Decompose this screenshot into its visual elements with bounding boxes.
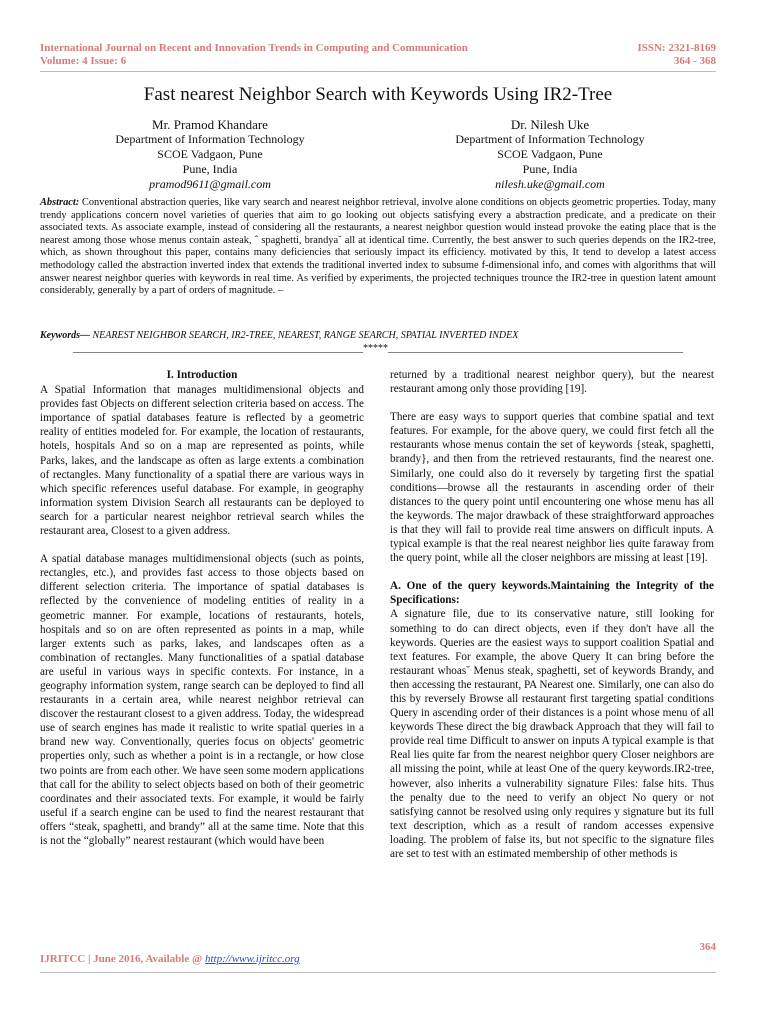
subsection-heading: A. One of the query keywords.Maintaining the Integrity of the Specifications: <box>390 580 714 607</box>
page-footer <box>40 953 300 965</box>
footer-rule <box>40 972 716 973</box>
author-1 <box>60 117 360 192</box>
author-dept: Department of Information Technology <box>115 132 305 146</box>
author-name: Mr. Pramod Khandare <box>152 117 268 132</box>
paragraph: A Spatial Information that manages multidimensional objects and provides fast Objects on different selection criteria based on access. The importance of spatial databases feature is reflected by a geometric reality of entities modeled for. For example, the location of restaurants, hotels, hospitals And so on a map are represented as points, while Parks, lakes, and the landscape as often as large extents a combination of rectangles. Many functionality of a spatial there are various ways in which specific references useful database. For example, in geography information system Division Search all restaurants can be deployed to search for a particular nearest neighbor retrieval search whiles the restaurant area, Closest to a given address. <box>40 384 364 538</box>
author-org: SCOE Vadgaon, Pune <box>157 147 263 161</box>
paragraph: There are easy ways to support queries that combine spatial and text features. For example, for the above query, we could first fetch all the restaurants whose menus contain the set of keywords {steak, spaghetti, brandy}, and then from the retrieved restaurants, find the nearest one. Similarly, one could also do it reversely by targeting first the spatial conditions—browse all the restaurants in ascending order of their distances to the query point until encountering one whose menu has all the keywords. The major drawback of these straightforward approaches is that they will fail to provide real time answers on difficult inputs. A typical example is that the real nearest neighbor lies quite faraway from the query point, while all the closer neighbors are missing at least [19]. <box>390 411 714 565</box>
abstract-text: Conventional abstraction queries, like vary search and nearest neighbor retrieval, involve alone conditions on objects geometric properties. Today, many trendy applications concern novel varieties of queries that aim to go looking out objects satisfying every a abstraction predicate, and a predicate on their associated texts. As associate example, instead of considering all the restaurants, a nearest neighbor question would instead provoke the eating place that is the nearest among those whose menus contain asteak, ˆ spaghetti, brandya˘ all at identical time. Currently, the best answer to such queries depends on the IR2-tree, which, as shown throughout this paper, contains many deficiencies that seriously impact its efficiency. motivated by this, It tend to develop a latest access methodology called the abstraction inverted index that extends the traditional inverted index to subsume f-dimensional info, and comes with algorithms that will answer nearest neighbor queries with keywords in real time. As verified by experiments, the projected techniques trounce the IR2-tree in question latent amount considerably, generally by a part of orders of magnitude. – <box>40 197 716 297</box>
issn-header <box>637 42 716 68</box>
keywords-text: NEAREST NEIGHBOR SEARCH, IR2-TREE, NEAREST, RANGE SEARCH, SPATIAL INVERTED INDEX <box>92 330 519 341</box>
author-name: Dr. Nilesh Uke <box>510 117 590 132</box>
keywords-label: Keywords— <box>40 330 90 341</box>
paper-title: Fast nearest Neighbor Search with Keywords Using IR2-Tree <box>143 84 613 105</box>
page-number: 364 <box>699 941 716 953</box>
footer-text: IJRITCC | June 2016, Available @ <box>40 953 205 965</box>
right-column <box>390 368 714 875</box>
header-rule <box>40 71 716 72</box>
section-heading: I. Introduction <box>166 369 238 381</box>
paragraph: A signature file, due to its conservative nature, still looking for something to do can direct objects, even if they don't have all the keywords. Queries are the easiest ways to support coalition Spatial and text features. For example, the above Query It can bring before the restaurant whoas˘ Menus steak, spaghetti, set of keywords Brandy, and then accessing the restaurant, PA Nearest one. Similarly, one can also do this by reversely Browse all restaurant first targeting spatial conditions Query in ascending order of their distances is a point whose menu of all keywords These direct the big drawback Approach that they will fail to provide real time Difficult to answer on inputs A typical example is that Real lies quite far from the nearest neighbor query Closer neighbors are all missing the point, while at least One of the query keywords.IR2-tree, however, also inherits a vulnerability signature Files: false hits. Thus the penalty due to the need to verify an object No query or not satisfying cannot be resolved using only requires y signature but its full text description, which as a result of random accesses expensive loading. The problem of false its, but not specific to the signature files are set to test with an estimated membership of other methods is <box>390 608 714 860</box>
paragraph: A spatial database manages multidimensional objects (such as points, rectangles, etc.), and provides fast access to those objects based on different selection criteria. The importance of spatial databases is reflected by the convenience of modeling entities of reality in a geometric manner. For example, locations of restaurants, hotels, hospitals and so on are often represented as points in a map, while larger extents such as parks, lakes, and landscapes often as a combination of rectangles. Many functionalities of a spatial database are useful in various ways in specific contexts. For instance, in a geography information system, range search can be deployed to find all restaurants in a certain area, while nearest neighbor retrieval can discover the restaurant closest to a given address. Today, the widespread use of search engines has made it realistic to write spatial queries in a brand new way. Conventionally, queries focus on objects' geometric properties only, such as whether a point is in a rectangle, or how close two points are from each other. We have seen some modern applications that call for the ability to select objects based on both of their geometric coordinates and their associated texts. For example, it would be fairly useful if a search engine can be used to find the nearest restaurant that offers “steak, spaghetti, and brandy” all at the same time. Note that this is not the “globally” nearest restaurant (which would have been <box>40 553 364 847</box>
abstract <box>40 197 716 298</box>
keywords <box>40 330 716 341</box>
journal-name: International Journal on Recent and Innovation Trends in Computing and Communication <box>40 42 468 54</box>
section-separator: __________________________________________________________*****___________________________________________________________ <box>73 343 683 354</box>
journal-header <box>40 42 468 68</box>
author-email: nilesh.uke@gmail.com <box>495 177 605 191</box>
author-dept: Department of Information Technology <box>455 132 645 146</box>
paragraph: returned by a traditional nearest neighbor query), but the nearest restaurant among only those providing [19]. <box>390 369 714 396</box>
journal-link[interactable]: http://www.ijritcc.org <box>204 953 300 965</box>
author-2 <box>400 117 700 192</box>
journal-volume: Volume: 4 Issue: 6 <box>40 55 127 67</box>
abstract-label: Abstract: <box>40 197 80 208</box>
issn: ISSN: 2321-8169 <box>637 42 716 54</box>
author-email: pramod9611@gmail.com <box>149 177 271 191</box>
page-range: 364 - 368 <box>673 55 716 67</box>
author-location: Pune, India <box>522 162 578 176</box>
author-org: SCOE Vadgaon, Pune <box>497 147 603 161</box>
left-column <box>40 368 364 862</box>
author-location: Pune, India <box>182 162 238 176</box>
